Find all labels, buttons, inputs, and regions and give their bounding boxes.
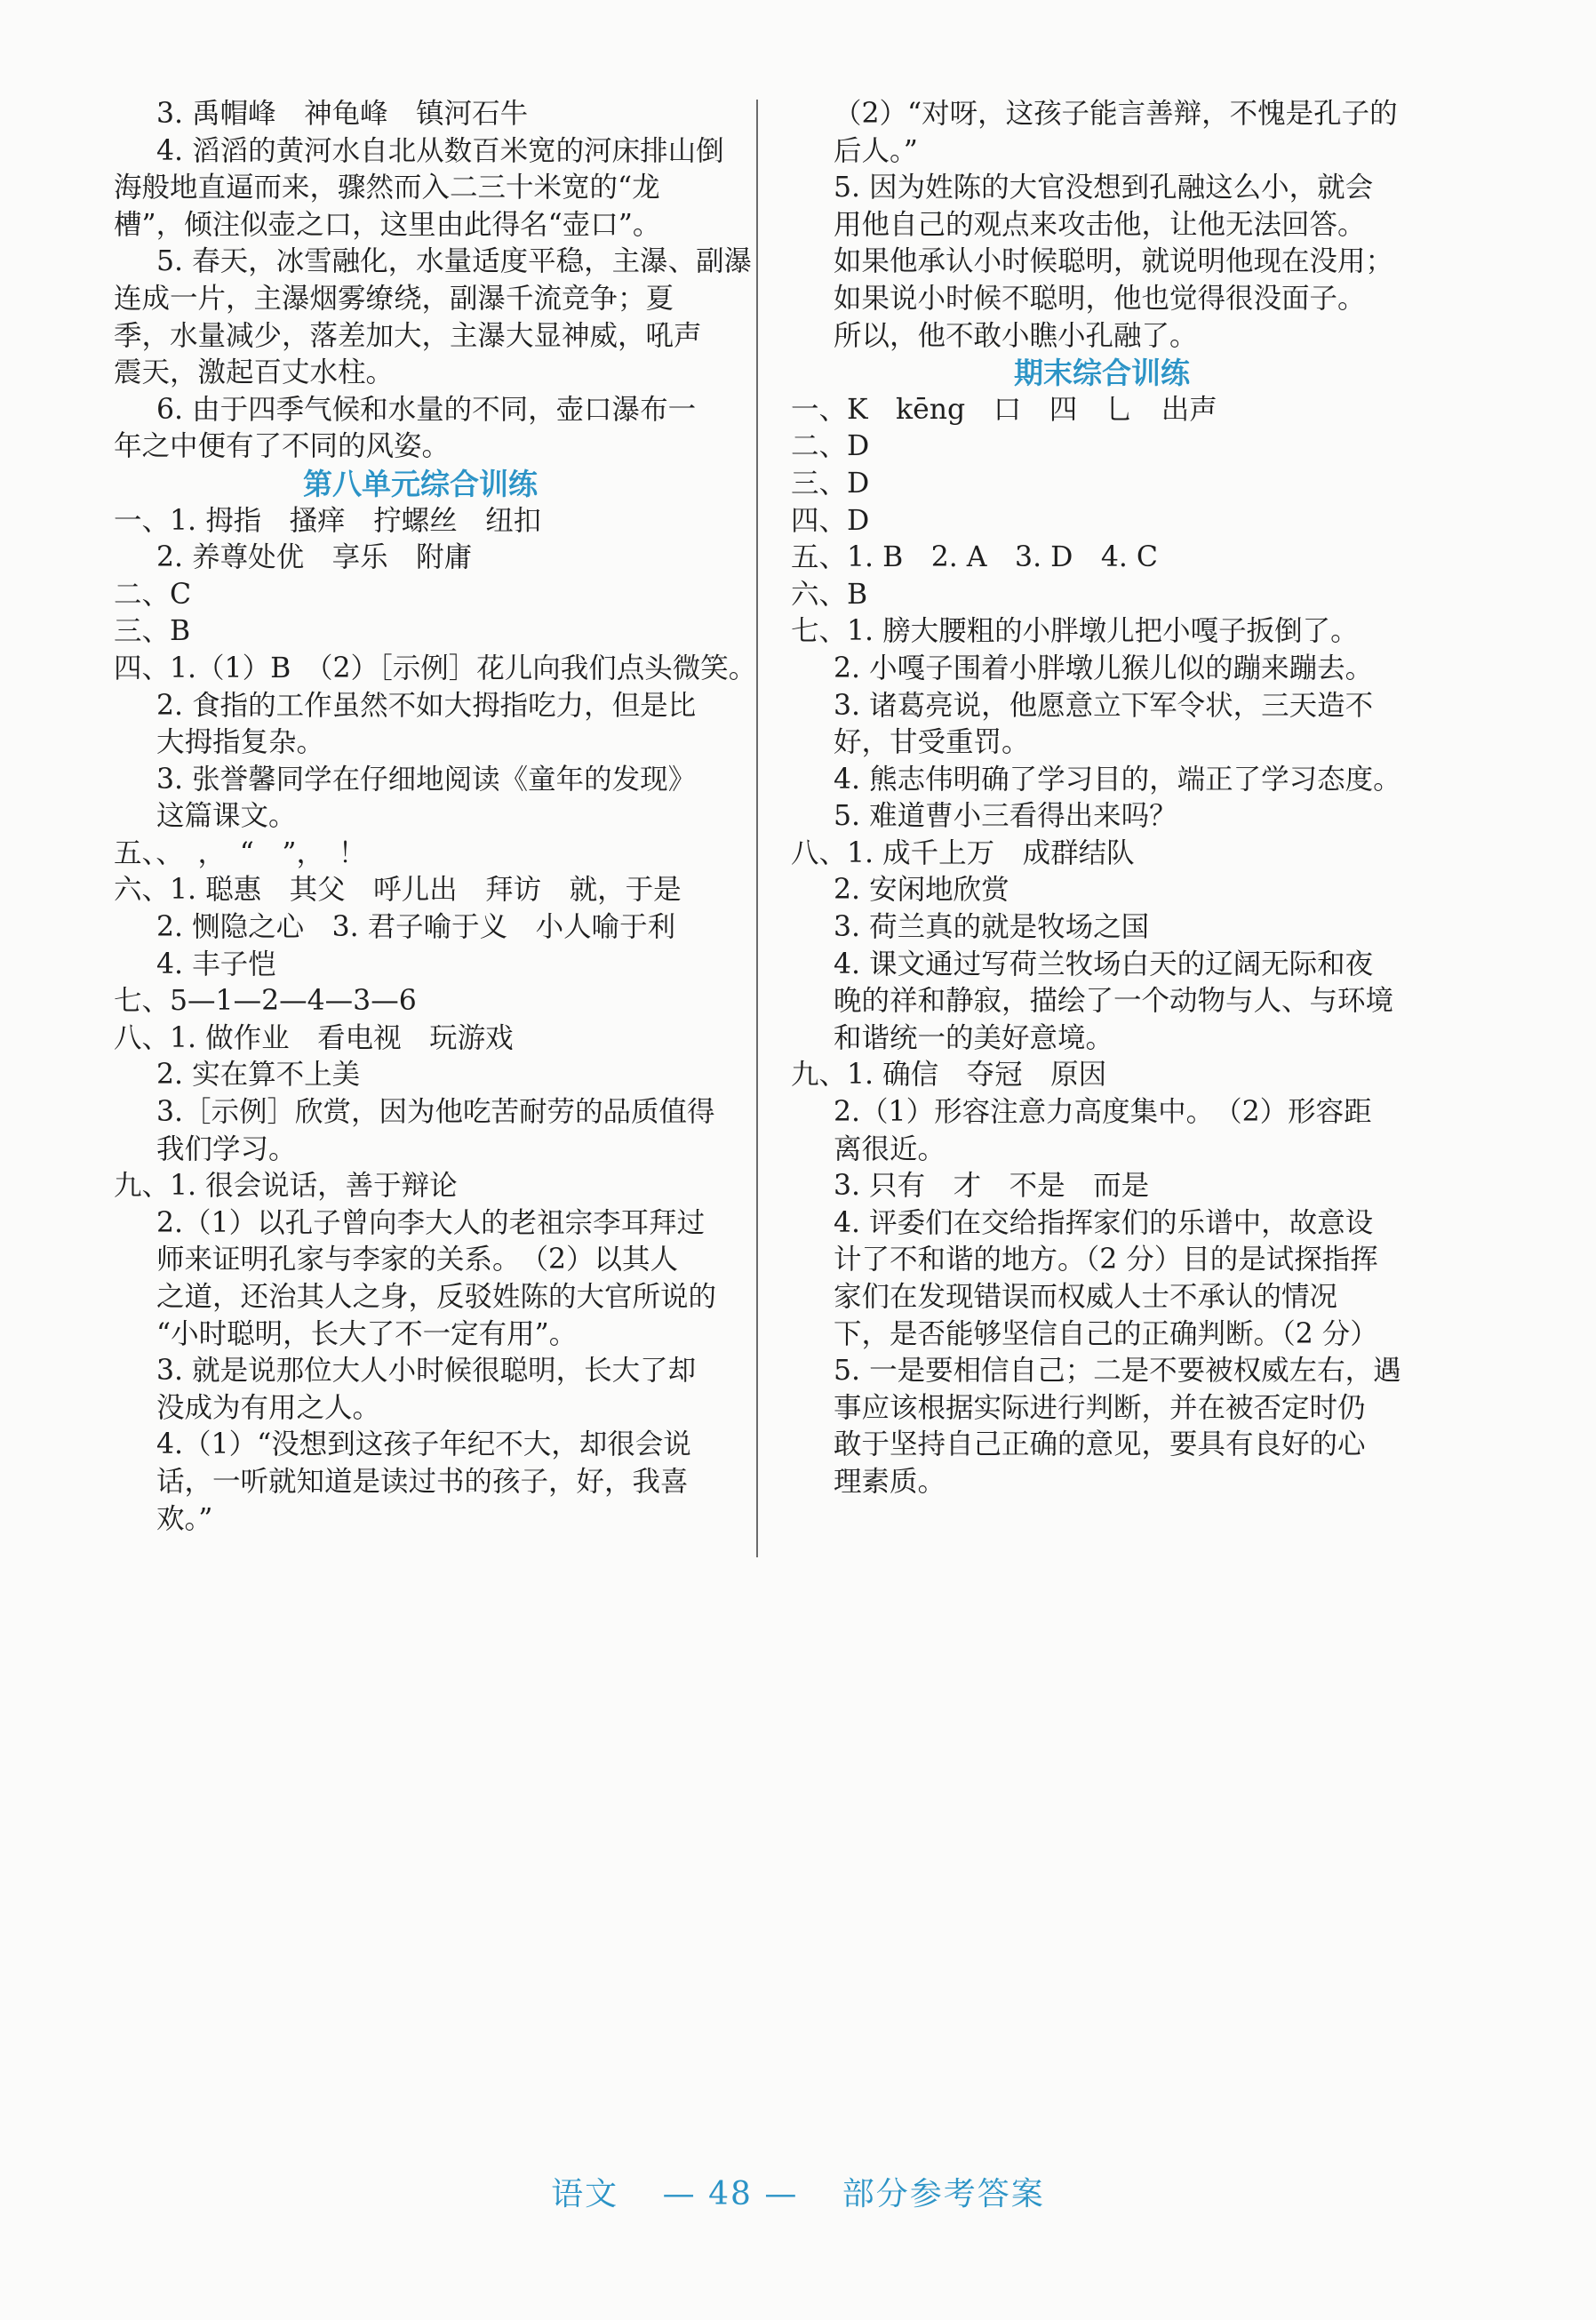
- answer-line: 2. 养尊处优 享乐 附庸: [156, 541, 473, 574]
- answer-line: 七、5—1—2—4—3—6: [114, 985, 417, 1018]
- answer-line: 2.（1）形容注意力高度集中。 （2）形容距: [834, 1096, 1372, 1129]
- answer-line: 年之中便有了不同的风姿。: [114, 430, 451, 463]
- answer-line: 话，一听就知道是读过书的孩子，好，我喜: [156, 1465, 689, 1498]
- answer-line: 后人。”: [834, 134, 918, 167]
- answer-line: 5. 一是要相信自己；二是不要被权威左右，遇: [834, 1355, 1401, 1388]
- answer-line: 3. 张誉馨同学在仔细地阅读《童年的发现》: [156, 763, 697, 796]
- answer-line: 六、1. 聪惠 其父 呼儿出 拜访 就，于是: [114, 874, 682, 907]
- answer-line: 4. 课文通过写荷兰牧场白天的辽阔无际和夜: [834, 948, 1374, 980]
- answer-line: 所以，他不敢小瞧小孔融了。: [834, 319, 1198, 352]
- answer-line: 4.（1）“没想到这孩子年纪不大，却很会说: [156, 1428, 691, 1461]
- answer-line: 四、1.（1）B （2）［示例］花儿向我们点头微笑。: [114, 652, 757, 684]
- answer-line: 一、1. 拇指 搔痒 拧螺丝 纽扣: [114, 504, 542, 537]
- answer-line: 5. 因为姓陈的大官没想到孔融这么小，就会: [834, 172, 1374, 204]
- answer-line: 2. 恻隐之心 3. 君子喻于义 小人喻于利: [156, 911, 676, 944]
- footer-page-number: — 48 —: [662, 2176, 799, 2212]
- left-column: [114, 96, 757, 1538]
- answer-line: 计了不和谐的地方。（2 分）目的是试探指挥: [834, 1244, 1378, 1276]
- answer-line: 大拇指复杂。: [156, 726, 325, 759]
- answer-line: 如果说小时候不聪明，他也觉得很没面子。: [834, 282, 1366, 315]
- answer-line: 二、D: [791, 430, 870, 463]
- answer-line: 用他自己的观点来攻击他，让他无法回答。: [834, 208, 1366, 241]
- answer-line: 4. 滔滔的黄河水自北从数百米宽的河床排山倒: [156, 134, 724, 167]
- answer-line: 九、1. 确信 夺冠 原因: [791, 1059, 1107, 1092]
- section-heading: 第八单元综合训练: [303, 466, 538, 501]
- answer-line: 家们在发现错误而权威人士不承认的情况: [834, 1281, 1338, 1313]
- answer-line: 好，甘受重罚。: [834, 726, 1030, 759]
- answer-line: 我们学习。: [156, 1132, 297, 1165]
- answer-line: 师来证明孔家与李家的关系。 （2）以其人: [156, 1244, 679, 1276]
- answer-line: 2. 实在算不上美: [156, 1059, 361, 1092]
- answer-line: 事应该根据实际进行判断，并在被否定时仍: [834, 1391, 1366, 1424]
- answer-line: 欢。”: [156, 1502, 213, 1535]
- answer-line: 2. 小嘎子围着小胖墩儿猴儿似的蹦来蹦去。: [834, 652, 1374, 684]
- right-column: [791, 96, 1413, 1501]
- answer-line: 3. 只有 才 不是 而是: [834, 1170, 1150, 1203]
- answer-line: 6. 由于四季气候和水量的不同，壶口瀑布一: [156, 393, 697, 426]
- answer-line: 七、1. 膀大腰粗的小胖墩儿把小嘎子扳倒了。: [791, 615, 1359, 648]
- answer-line: 下，是否能够坚信自己的正确判断。（2 分）: [834, 1317, 1378, 1350]
- answer-line: 三、B: [114, 615, 191, 648]
- footer-subject: 语文: [551, 2176, 619, 2212]
- answer-line: 4. 丰子恺: [156, 948, 276, 980]
- answer-line: 没成为有用之人。: [156, 1391, 381, 1424]
- answer-line: 3. 荷兰真的就是牧场之国: [834, 911, 1150, 944]
- answer-line: 这篇课文。: [156, 800, 297, 833]
- answer-line: 5. 难道曹小三看得出来吗？: [834, 800, 1177, 833]
- page-footer: [0, 2169, 1596, 2214]
- answer-line: 离很近。: [834, 1132, 946, 1165]
- answer-line: 3. 诸葛亮说，他愿意立下军令状，三天造不: [834, 689, 1374, 722]
- answer-line: （2）“对呀，这孩子能言善辩，不愧是孔子的: [834, 98, 1398, 130]
- answer-line: 之道，还治其人之身，反驳姓陈的大官所说的: [156, 1281, 717, 1313]
- answer-line: 八、1. 做作业 看电视 玩游戏: [114, 1021, 514, 1054]
- answer-line: 3.［示例］欣赏，因为他吃苦耐劳的品质值得: [156, 1096, 715, 1129]
- answer-line: 二、C: [114, 578, 192, 611]
- answer-line: 五、1. B 2. A 3. D 4. C: [791, 541, 1159, 574]
- answer-line: 理素质。: [834, 1465, 946, 1498]
- answer-line: 六、B: [791, 578, 868, 611]
- answer-line: 四、D: [791, 504, 870, 537]
- answer-line: 晚的祥和静寂，描绘了一个动物与人、与环境: [834, 985, 1394, 1018]
- answer-line: 三、D: [791, 467, 870, 500]
- answer-line: 八、1. 成千上万 成群结队: [791, 836, 1135, 869]
- answer-line: 4. 熊志伟明确了学习目的，端正了学习态度。: [834, 763, 1401, 796]
- answer-line: 一、K kēng 口 四 乚 出声: [791, 393, 1217, 426]
- answer-line: 槽”，倾注似壶之口，这里由此得名“壶口”。: [114, 208, 661, 241]
- answer-line: 和谐统一的美好意境。: [834, 1021, 1114, 1054]
- answer-line: 4. 评委们在交给指挥家们的乐谱中，故意设: [834, 1206, 1374, 1239]
- answer-line: 如果他承认小时候聪明，就说明他现在没用；: [834, 245, 1394, 278]
- answer-line: 震天，激起百丈水柱。: [114, 356, 395, 389]
- answer-line: 季，水量减少，落差加大，主瀑大显神威，吼声: [114, 319, 702, 352]
- answer-line: “小时聪明，长大了不一定有用”。: [156, 1317, 578, 1350]
- answer-line: 敢于坚持自己正确的意见，要具有良好的心: [834, 1428, 1366, 1461]
- section-heading: 期末综合训练: [1014, 356, 1190, 391]
- answer-line: 2. 安闲地欣赏: [834, 874, 1009, 907]
- answer-line: 海般地直逼而来，骤然而入二三十米宽的“龙: [114, 172, 660, 204]
- footer-section: 部分参考答案: [842, 2176, 1045, 2212]
- answer-line: 5. 春天，冰雪融化，水量适度平稳，主瀑、副瀑: [156, 245, 753, 278]
- answer-line: 九、1. 很会说话，善于辩论: [114, 1170, 458, 1203]
- answer-line: 2.（1）以孔子曾向李大人的老祖宗李耳拜过: [156, 1206, 706, 1239]
- answer-line: 3. 就是说那位大人小时候很聪明，长大了却: [156, 1355, 697, 1388]
- answer-line: 五、、 ， “ ”， ！: [114, 836, 367, 869]
- answer-line: 3. 禹帽峰 神龟峰 镇河石牛: [156, 98, 529, 130]
- column-divider: [756, 100, 758, 1557]
- answer-line: 连成一片，主瀑烟雾缭绕，副瀑千流竞争；夏: [114, 282, 674, 315]
- answer-line: 2. 食指的工作虽然不如大拇指吃力，但是比: [156, 689, 697, 722]
